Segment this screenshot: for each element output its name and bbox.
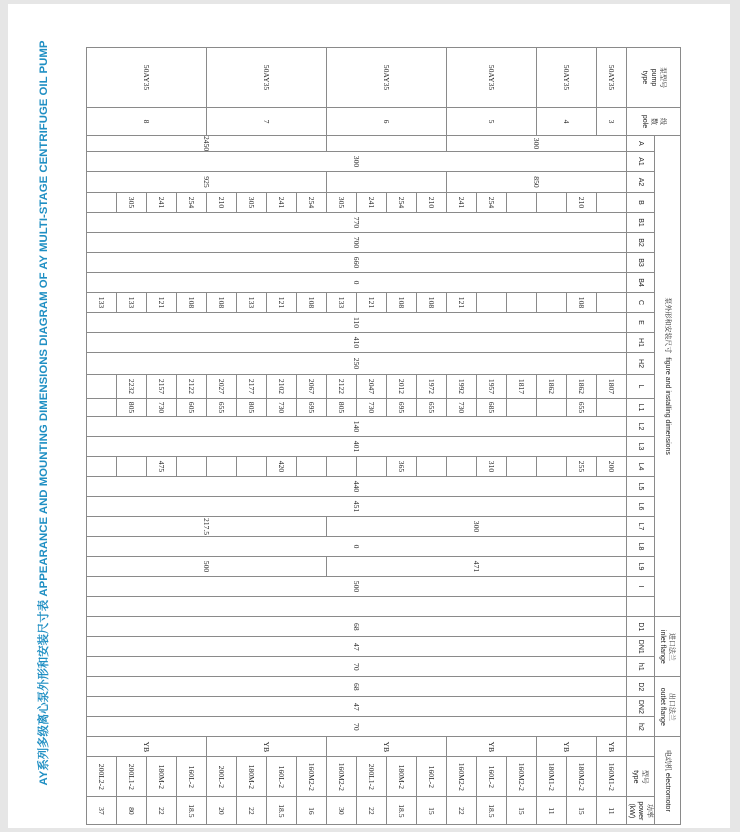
col-l5: L5	[627, 477, 655, 497]
dim-c-cell: 108	[207, 293, 237, 313]
pole-cell: 7	[207, 108, 327, 136]
col-dn1: DN1	[627, 637, 655, 657]
dim-l4-cell: 255	[567, 457, 597, 477]
dim-e-cell: 110	[87, 313, 627, 333]
dim-b-cell: 241	[267, 193, 297, 213]
dim-l4-cell	[417, 457, 447, 477]
motor-power-cell: 18.5	[267, 797, 297, 825]
dim-l1-cell: 695	[387, 399, 417, 417]
dim-c-cell: 121	[267, 293, 297, 313]
motor-power-cell: 11	[597, 797, 627, 825]
dim-l1-cell: 730	[357, 399, 387, 417]
col-d2: D2	[627, 677, 655, 697]
dim-a-cell	[327, 136, 447, 152]
dim-l4-cell	[237, 457, 267, 477]
dim-l4-cell	[357, 457, 387, 477]
dim-l-cell: 2122	[327, 375, 357, 399]
table-row	[597, 48, 627, 825]
dim-l-cell: 1957	[477, 375, 507, 399]
dim-l1-cell: 805	[327, 399, 357, 417]
dim-b-cell	[507, 193, 537, 213]
header-pump-type: 泵型号 pump type	[627, 48, 681, 108]
dim-l7-cell: 300	[327, 517, 627, 537]
dim-l7-cell: 217.5	[87, 517, 327, 537]
motor-type-cell: 180M-2	[147, 757, 177, 797]
dim-l-cell: 2157	[147, 375, 177, 399]
dim-l4-cell: 310	[477, 457, 507, 477]
flange-d1-cell: 68	[87, 617, 627, 637]
dim-l-cell: 2102	[267, 375, 297, 399]
dim-b-cell: 254	[297, 193, 327, 213]
dim-c-cell: 121	[447, 293, 477, 313]
motor-type-cell: 180M-2	[237, 757, 267, 797]
motor-power-cell: 30	[327, 797, 357, 825]
dim-l1-cell: 695	[297, 399, 327, 417]
dim-l-cell: 2232	[117, 375, 147, 399]
dim-l1-cell: 805	[237, 399, 267, 417]
col-l1: L1	[627, 399, 655, 417]
title-band	[24, 4, 64, 822]
dim-b-cell: 305	[237, 193, 267, 213]
pole-cell: 3	[597, 108, 627, 136]
motor-series-cell: YB	[447, 737, 537, 757]
dim-b-cell: 241	[147, 193, 177, 213]
dim-l-cell: 1817	[507, 375, 537, 399]
col-l7: L7	[627, 517, 655, 537]
dim-l1-cell: 655	[207, 399, 237, 417]
dim-l1-cell: 730	[267, 399, 297, 417]
motor-type-cell: 160L-2	[177, 757, 207, 797]
dim-b3-cell: 660	[87, 253, 627, 273]
motor-type-cell: 160M2-2	[507, 757, 537, 797]
dim-c-cell: 108	[417, 293, 447, 313]
col-h2-flange: h2	[627, 717, 655, 737]
flange-d2-cell: 68	[87, 677, 627, 697]
dim-l4-cell	[87, 457, 117, 477]
dim-c-cell: 133	[327, 293, 357, 313]
dim-l4-cell	[177, 457, 207, 477]
motor-power-cell: 18.5	[387, 797, 417, 825]
dim-a2-cell	[327, 172, 447, 193]
dim-l1-cell	[507, 399, 537, 417]
dim-c-cell: 121	[357, 293, 387, 313]
motor-type-cell: 200L-2	[207, 757, 237, 797]
dim-l-cell: 2122	[177, 375, 207, 399]
dim-b-cell: 210	[207, 193, 237, 213]
dim-c-cell: 133	[87, 293, 117, 313]
col-c: C	[627, 293, 655, 313]
dim-l1-cell: 605	[177, 399, 207, 417]
dim-b-cell: 254	[387, 193, 417, 213]
dim-l4-cell: 420	[267, 457, 297, 477]
dim-b1-cell: 770	[87, 213, 627, 233]
col-l3: L3	[627, 437, 655, 457]
pump-type-cell: 50AY35	[597, 48, 627, 108]
col-h1: H1	[627, 333, 655, 353]
motor-power-cell: 15	[417, 797, 447, 825]
col-b2: B2	[627, 233, 655, 253]
motor-type-cell: 160M2-2	[447, 757, 477, 797]
motor-type-cell: 180M1-2	[537, 757, 567, 797]
dim-l4-cell	[537, 457, 567, 477]
motor-power-cell: 22	[447, 797, 477, 825]
dim-c-cell: 133	[237, 293, 267, 313]
dim-a1-cell: 300	[87, 152, 627, 172]
dim-extra-cell	[87, 597, 627, 617]
col-dn2: DN2	[627, 697, 655, 717]
pump-type-cell: 50AY35	[327, 48, 447, 108]
dim-b-cell: 241	[447, 193, 477, 213]
dim-l4-cell	[447, 457, 477, 477]
dim-b4-cell: 0	[87, 273, 627, 293]
dim-b-cell	[87, 193, 117, 213]
dim-l-cell: 2012	[387, 375, 417, 399]
header-motor-group: 电动机 electromotor	[655, 737, 681, 825]
col-b3: B3	[627, 253, 655, 273]
dim-l9-cell: 500	[87, 557, 327, 577]
dim-c-cell: 108	[387, 293, 417, 313]
motor-type-cell: 180M2-2	[567, 757, 597, 797]
dim-i-cell: 500	[87, 577, 627, 597]
motor-power-cell: 11	[537, 797, 567, 825]
col-motor-type: 型号 type	[627, 757, 655, 797]
dim-b-cell: 305	[327, 193, 357, 213]
dim-h1-cell: 410	[87, 333, 627, 353]
motor-type-cell: 160L-2	[267, 757, 297, 797]
dim-l-cell: 2177	[237, 375, 267, 399]
dim-c-cell: 121	[147, 293, 177, 313]
dim-b-cell: 210	[567, 193, 597, 213]
motor-type-cell: 160M1-2	[597, 757, 627, 797]
motor-power-cell: 22	[357, 797, 387, 825]
col-power: 功率 power (kW)	[627, 797, 655, 825]
dim-l-cell: 1862	[537, 375, 567, 399]
col-b4: B4	[627, 273, 655, 293]
motor-type-cell: 160M2-2	[297, 757, 327, 797]
col-l2: L2	[627, 417, 655, 437]
dim-l1-cell: 730	[447, 399, 477, 417]
dim-a2-cell: 925	[87, 172, 327, 193]
dim-l3-cell: 401	[87, 437, 627, 457]
dim-l4-cell: 475	[147, 457, 177, 477]
motor-series-cell: YB	[597, 737, 627, 757]
col-a1: A1	[627, 152, 655, 172]
dim-l-cell: 1862	[567, 375, 597, 399]
dim-b-cell: 254	[177, 193, 207, 213]
dim-l-cell: 1807	[597, 375, 627, 399]
dim-l8-cell: 0	[87, 537, 627, 557]
dim-l4-cell	[207, 457, 237, 477]
motor-power-cell: 37	[87, 797, 117, 825]
dim-l-cell: 2067	[297, 375, 327, 399]
dim-c-cell	[477, 293, 507, 313]
dim-b-cell: 210	[417, 193, 447, 213]
col-l6: L6	[627, 497, 655, 517]
col-a2: A2	[627, 172, 655, 193]
dim-b-cell	[537, 193, 567, 213]
motor-type-cell: 160L-2	[417, 757, 447, 797]
col-d1: D1	[627, 617, 655, 637]
header-pole: 级 数 pole	[627, 108, 681, 136]
col-b: B	[627, 193, 655, 213]
col-extra	[627, 597, 655, 617]
dim-l1-cell: 685	[477, 399, 507, 417]
pole-cell: 4	[537, 108, 597, 136]
motor-series-cell: YB	[207, 737, 327, 757]
dim-b-cell: 305	[117, 193, 147, 213]
dim-c-cell	[507, 293, 537, 313]
motor-power-cell: 18.5	[177, 797, 207, 825]
motor-type-cell: 200L1-2	[357, 757, 387, 797]
motor-type-cell: 160M2-2	[327, 757, 357, 797]
motor-type-cell: 200L1-2	[117, 757, 147, 797]
page-title: AY系列多级离心泵外形和安装尺寸表 APPEARANCE AND MOUNTING DIMENSIONS DIAGRAM OF AY MULTI-STAGE CENTRIFUGE OIL PUMP	[38, 40, 50, 786]
motor-type-cell: 180M-2	[387, 757, 417, 797]
dim-l-cell: 1992	[447, 375, 477, 399]
col-e: E	[627, 313, 655, 333]
dim-l-cell: 1972	[417, 375, 447, 399]
dim-l4-cell	[507, 457, 537, 477]
table-container	[89, 47, 681, 821]
motor-type-cell: 160L-2	[477, 757, 507, 797]
dim-l5-cell: 440	[87, 477, 627, 497]
flange-h2-cell: 70	[87, 717, 627, 737]
pump-type-cell: 50AY35	[207, 48, 327, 108]
flange-h1-cell: 70	[87, 657, 627, 677]
dim-l4-cell	[117, 457, 147, 477]
dim-b-cell: 241	[357, 193, 387, 213]
col-i: I	[627, 577, 655, 597]
pump-type-cell: 50AY35	[447, 48, 537, 108]
motor-power-cell: 15	[507, 797, 537, 825]
dim-l-cell: 2047	[357, 375, 387, 399]
dim-l4-cell: 365	[387, 457, 417, 477]
col-l4: L4	[627, 457, 655, 477]
dim-l1-cell: 730	[147, 399, 177, 417]
dim-c-cell: 133	[117, 293, 147, 313]
flange-dn1-cell: 47	[87, 637, 627, 657]
col-l9: L9	[627, 557, 655, 577]
col-h1-flange: h1	[627, 657, 655, 677]
dim-l6-cell: 451	[87, 497, 627, 517]
pole-cell: 8	[87, 108, 207, 136]
dim-l1-cell: 655	[567, 399, 597, 417]
motor-power-cell: 80	[117, 797, 147, 825]
dim-l1-cell: 805	[117, 399, 147, 417]
header-outlet-flange: 出口法兰 outlet flange	[655, 677, 681, 737]
dim-c-cell	[597, 293, 627, 313]
motor-power-cell: 22	[147, 797, 177, 825]
motor-power-cell: 15	[567, 797, 597, 825]
dim-c-cell: 108	[297, 293, 327, 313]
motor-power-cell: 16	[297, 797, 327, 825]
dim-l-cell	[87, 375, 117, 399]
col-h2: H2	[627, 353, 655, 375]
motor-series-cell: YB	[87, 737, 207, 757]
motor-series-cell: YB	[327, 737, 447, 757]
dim-a-cell: 2450	[87, 136, 327, 152]
motor-type-cell: 200L2-2	[87, 757, 117, 797]
dimensions-table	[86, 47, 681, 825]
motor-power-cell: 22	[237, 797, 267, 825]
dim-a2-cell: 850	[447, 172, 627, 193]
pole-cell: 6	[327, 108, 447, 136]
dim-l2-cell: 140	[87, 417, 627, 437]
dim-b2-cell: 700	[87, 233, 627, 253]
dim-l4-cell	[327, 457, 357, 477]
motor-power-cell: 20	[207, 797, 237, 825]
dim-l4-cell: 200	[597, 457, 627, 477]
dim-b-cell	[597, 193, 627, 213]
col-a: A	[627, 136, 655, 152]
col-l: L	[627, 375, 655, 399]
header-dimensions-group: 泵外形和安装尺寸 figure and installing dimensions	[655, 136, 681, 617]
dim-c-cell	[537, 293, 567, 313]
flange-dn2-cell: 47	[87, 697, 627, 717]
col-b1: B1	[627, 213, 655, 233]
pump-type-cell: 50AY35	[87, 48, 207, 108]
header-inlet-flange: 进口法兰 inlet flange	[655, 617, 681, 677]
dim-l1-cell	[537, 399, 567, 417]
motor-series-cell: YB	[537, 737, 597, 757]
col-l8: L8	[627, 537, 655, 557]
dim-l1-cell	[87, 399, 117, 417]
dim-l-cell: 2027	[207, 375, 237, 399]
dim-a-cell: 300	[447, 136, 627, 152]
motor-power-cell: 18.5	[477, 797, 507, 825]
col-motor-series	[627, 737, 655, 757]
pump-type-cell: 50AY35	[537, 48, 597, 108]
pole-cell: 5	[447, 108, 537, 136]
dim-c-cell: 108	[567, 293, 597, 313]
dim-l9-cell: 471	[327, 557, 627, 577]
dim-l4-cell	[297, 457, 327, 477]
dim-l1-cell	[597, 399, 627, 417]
dim-b-cell: 254	[477, 193, 507, 213]
dim-l1-cell: 655	[417, 399, 447, 417]
dim-c-cell: 108	[177, 293, 207, 313]
table-body	[87, 48, 627, 825]
dim-h2-cell: 250	[87, 353, 627, 375]
